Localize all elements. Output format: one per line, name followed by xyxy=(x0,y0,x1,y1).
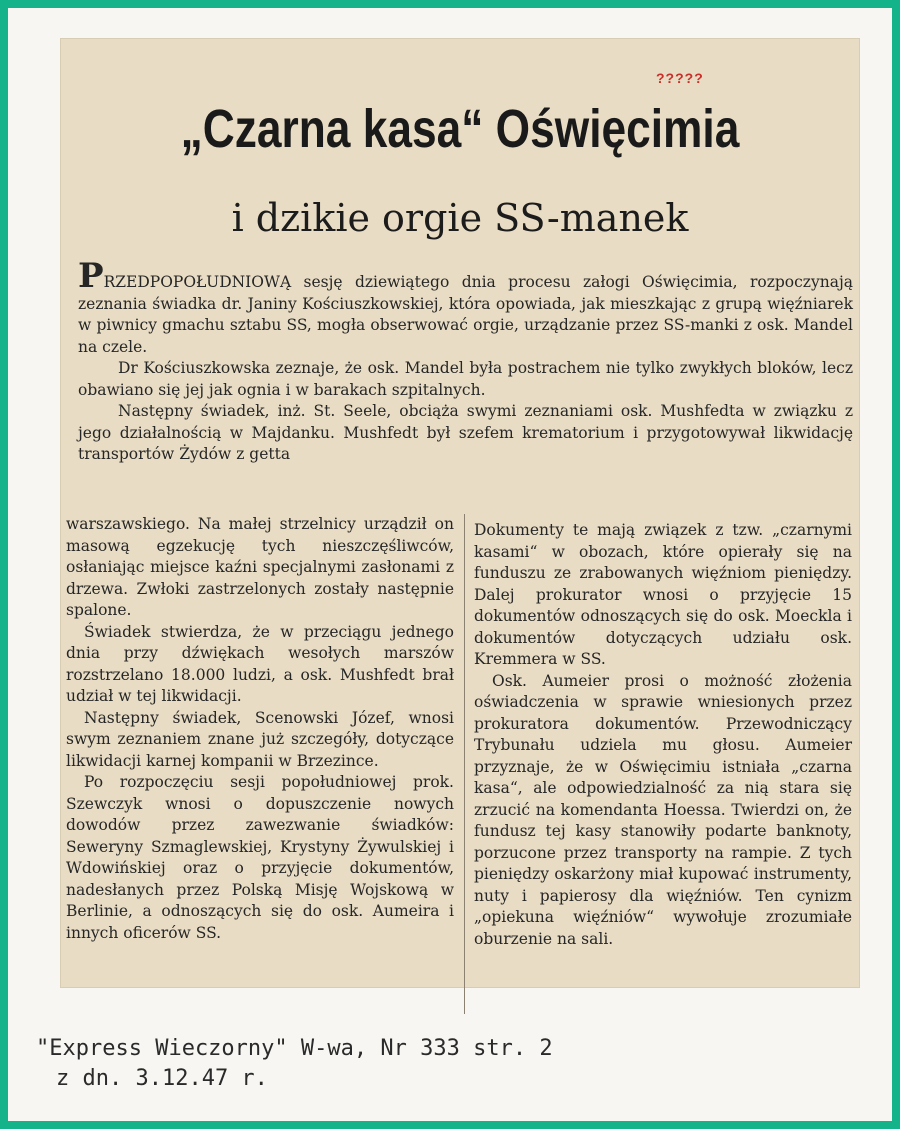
source-reference: "Express Wieczorny" W-wa, Nr 333 str. 2 xyxy=(36,1036,553,1061)
left-paragraph-2: Świadek stwierdza, że w przeciągu jednego dnia przy dźwiękach wesołych marszów rozstrzelano 18.000 ludzi, a osk. Mushfedt brał udział w tej likwidacji. xyxy=(66,622,454,705)
newspaper-clipping xyxy=(60,38,860,988)
right-paragraph-1: Dokumenty te mają związek z tzw. „czarnymi kasami“ w obozach, które opierały się na funduszu ze zrabowanych więźniom pieniędzy. Dalej prokurator wnosi o przyjęcie 15 dokumentów odnoszących się do osk. Moeckla i dokumentów dotyczących udziału osk. Kremmera w SS. xyxy=(474,521,852,668)
left-column xyxy=(66,514,454,944)
right-paragraph-2: Osk. Aumeier prosi o możność złożenia oświadczenia w sprawie wniesionych przez prokuratora dokumentów. Przewodniczący Trybunału udziela mu głosu. Aumeier przyznaje, że w Oświęcimiu istniała „czarna kasa“, ale odpowiedzialność za nią stara się zrzucić na komendanta Hoessa. Twierdzi on, że fundusz tej kasy stanowiły podarte banknoty, porzucone przez transporty na rampie. Z tych pieniędzy oskarżony miał kupować instrumenty, nuty i papierosy dla więźniów. Ten cynizm „opiekuna więźniów“ wywołuje zrozumiałe oburzenie na sali. xyxy=(474,671,852,948)
drop-cap: P xyxy=(78,256,104,296)
intro-paragraph-1: PRZEDPOPOŁUDNIOWĄ sesję dziewiątego dnia procesu załogi Oświęcimia, rozpoczynają zeznania świadka dr. Janiny Kościuszkowskiej, która opowiada, jak mieszkając z grupą więźniarek w piwnicy gmachu sztabu SS, mogła obserwować orgie, urządzanie przez SS-manki z osk. Mandel na czele. xyxy=(78,256,853,356)
subheadline: i dzikie orgie SS-manek xyxy=(231,196,689,240)
red-handwritten-mark: ????? xyxy=(656,70,704,86)
right-column xyxy=(474,520,852,950)
intro-text xyxy=(78,256,853,466)
left-paragraph-1: warszawskiego. Na małej strzelnicy urządził on masową egzekucję tych nieszczęśliwców, osłaniając miejsce kaźni specjalnymi zasłonami z drzewa. Zwłoki zastrzelonych zostały następnie spalone. xyxy=(66,515,454,619)
source-date: z dn. 3.12.47 r. xyxy=(56,1066,268,1091)
headline: „Czarna kasa“ Oświęcimia xyxy=(180,99,740,159)
intro-paragraph-2: Dr Kościuszkowska zeznaje, że osk. Mandel była postrachem nie tylko zwykłych bloków, lecz obawiano się jej jak ognia i w barakach szpitalnych. xyxy=(78,359,853,399)
intro-paragraph-3: Następny świadek, inż. St. Seele, obciąża swymi zeznaniami osk. Mushfedta w związku z jego działalnością w Majdanku. Mushfedt był szefem krematorium i przygotowywał likwidację transportów Żydów z getta xyxy=(78,402,853,463)
column-divider xyxy=(464,514,465,1014)
left-paragraph-3: Następny świadek, Scenowski Józef, wnosi swym zeznaniem znane już szczegóły, dotyczące likwidacji karnej kompanii w Brzezince. xyxy=(66,708,454,770)
left-paragraph-4: Po rozpoczęciu sesji popołudniowej prok. Szewczyk wnosi o dopuszczenie nowych dowodów przez zawezwanie świadków: Seweryny Szmaglewskiej, Krystyny Żywulskiej i Wdowińskiej oraz o przyjęcie dokumentów, nadesłanych przez Polską Misję Wojskową w Berlinie, a odnoszących się do osk. Aumeira i innych oficerów SS. xyxy=(66,773,454,942)
